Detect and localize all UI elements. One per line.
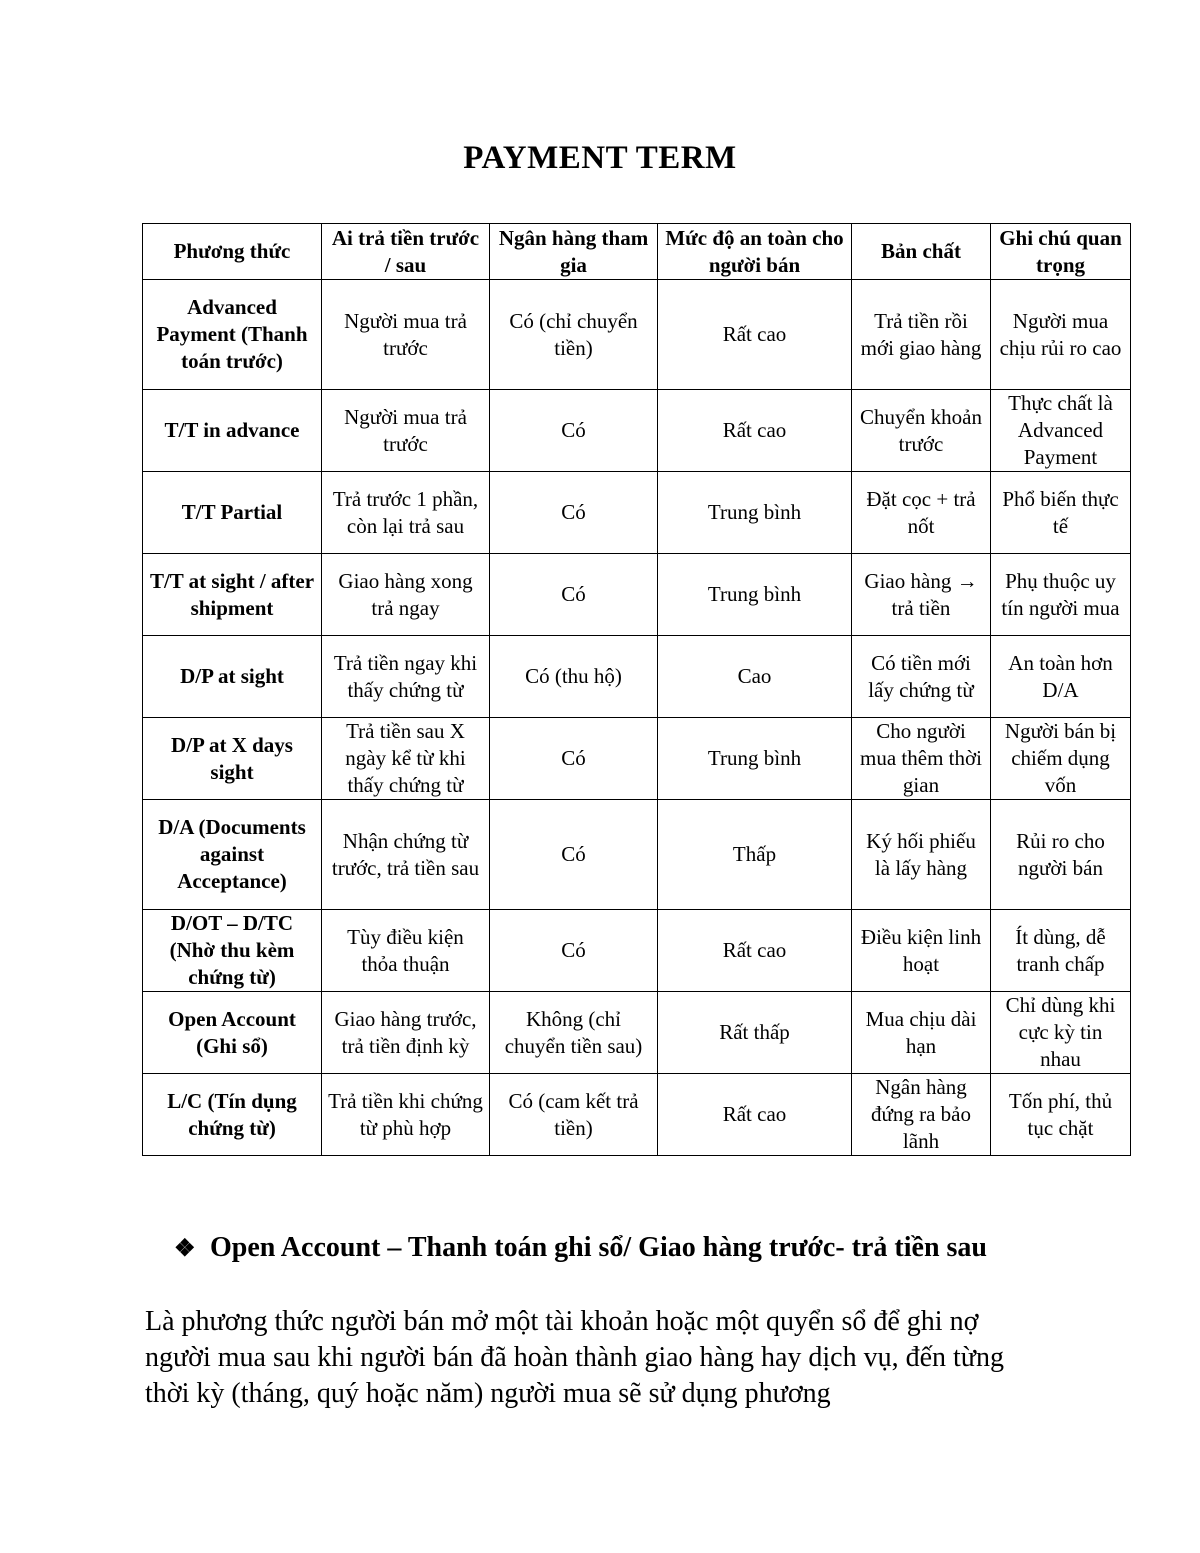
table-cell: T/T in advance — [143, 390, 322, 472]
table-cell: Có — [490, 554, 658, 636]
table-header-row — [143, 224, 1131, 280]
column-header: Ghi chú quan trọng — [991, 224, 1131, 280]
table-cell: Có — [490, 390, 658, 472]
table-cell: Có — [490, 472, 658, 554]
table-cell: Chuyển khoản trước — [852, 390, 991, 472]
table-cell: D/P at X days sight — [143, 718, 322, 800]
table-cell: Rất cao — [658, 910, 852, 992]
table-cell: Rất cao — [658, 280, 852, 390]
section-heading — [174, 1230, 1090, 1267]
table-cell: Người mua trả trước — [322, 390, 490, 472]
payment-terms-table — [142, 223, 1131, 1156]
table-cell: Có — [490, 718, 658, 800]
diamond-bullet-icon: ❖ — [174, 1236, 196, 1262]
table-cell: Điều kiện linh hoạt — [852, 910, 991, 992]
table-row — [143, 992, 1131, 1074]
table-row — [143, 472, 1131, 554]
table-cell: Giao hàng xong trả ngay — [322, 554, 490, 636]
column-header: Bản chất — [852, 224, 991, 280]
table-row — [143, 554, 1131, 636]
table-row — [143, 910, 1131, 992]
table-cell: T/T Partial — [143, 472, 322, 554]
page-title: PAYMENT TERM — [463, 140, 737, 176]
table-cell: T/T at sight / after shipment — [143, 554, 322, 636]
table-cell: Ít dùng, dễ tranh chấp — [991, 910, 1131, 992]
table-row — [143, 390, 1131, 472]
table-cell: Rất cao — [658, 390, 852, 472]
table-cell: Có tiền mới lấy chứng từ — [852, 636, 991, 718]
column-header: Ai trả tiền trước / sau — [322, 224, 490, 280]
body-paragraph: Là phương thức người bán mở một tài khoản hoặc một quyển sổ để ghi nợ người mua sau khi người bán đã hoàn thành giao hàng hay dịch vụ, đến từng thời kỳ (tháng, quý hoặc năm) người mua sẽ sử dụng phương — [145, 1306, 1004, 1409]
table-cell: Phụ thuộc uy tín người mua — [991, 554, 1131, 636]
table-cell: Thực chất là Advanced Payment — [991, 390, 1131, 472]
table-cell: Tốn phí, thủ tục chặt — [991, 1074, 1131, 1156]
table-cell: Mua chịu dài hạn — [852, 992, 991, 1074]
table-cell: Trả tiền khi chứng từ phù hợp — [322, 1074, 490, 1156]
table-cell: Thấp — [658, 800, 852, 910]
table-cell: Giao hàng trước, trả tiền định kỳ — [322, 992, 490, 1074]
column-header: Mức độ an toàn cho người bán — [658, 224, 852, 280]
table-row — [143, 280, 1131, 390]
table-cell: Có (chỉ chuyển tiền) — [490, 280, 658, 390]
table-cell: An toàn hơn D/A — [991, 636, 1131, 718]
table-cell: Nhận chứng từ trước, trả tiền sau — [322, 800, 490, 910]
table-cell: Trả trước 1 phần, còn lại trả sau — [322, 472, 490, 554]
table-cell: Open Account (Ghi sổ) — [143, 992, 322, 1074]
table-cell: Rất thấp — [658, 992, 852, 1074]
table-cell: Chỉ dùng khi cực kỳ tin nhau — [991, 992, 1131, 1074]
table-cell: Cao — [658, 636, 852, 718]
section-heading-text: Open Account – Thanh toán ghi sổ/ Giao hàng trước- trả tiền sau — [210, 1232, 987, 1263]
table-cell: Rủi ro cho người bán — [991, 800, 1131, 910]
table-cell: Trung bình — [658, 718, 852, 800]
table-cell: D/OT – D/TC (Nhờ thu kèm chứng từ) — [143, 910, 322, 992]
table-cell: Ký hối phiếu là lấy hàng — [852, 800, 991, 910]
table-row — [143, 800, 1131, 910]
table-cell: Người bán bị chiếm dụng vốn — [991, 718, 1131, 800]
table-cell: Người mua chịu rủi ro cao — [991, 280, 1131, 390]
table-row — [143, 718, 1131, 800]
table-cell: Trả tiền ngay khi thấy chứng từ — [322, 636, 490, 718]
table-cell: Advanced Payment (Thanh toán trước) — [143, 280, 322, 390]
table-cell: Đặt cọc + trả nốt — [852, 472, 991, 554]
table-cell: Trả tiền sau X ngày kể từ khi thấy chứng từ — [322, 718, 490, 800]
table-cell: D/P at sight — [143, 636, 322, 718]
table-cell: Người mua trả trước — [322, 280, 490, 390]
table-cell: Có — [490, 910, 658, 992]
table-row — [143, 1074, 1131, 1156]
table-cell: L/C (Tín dụng chứng từ) — [143, 1074, 322, 1156]
column-header: Ngân hàng tham gia — [490, 224, 658, 280]
table-cell: Có (cam kết trả tiền) — [490, 1074, 658, 1156]
table-cell: Không (chỉ chuyển tiền sau) — [490, 992, 658, 1074]
table-row — [143, 636, 1131, 718]
table-cell: Trả tiền rồi mới giao hàng — [852, 280, 991, 390]
table-cell: Trung bình — [658, 554, 852, 636]
table-cell: Có — [490, 800, 658, 910]
table-cell: Trung bình — [658, 472, 852, 554]
table-cell: Có (thu hộ) — [490, 636, 658, 718]
table-cell: Ngân hàng đứng ra bảo lãnh — [852, 1074, 991, 1156]
table-cell: D/A (Documents against Acceptance) — [143, 800, 322, 910]
table-cell: Rất cao — [658, 1074, 852, 1156]
table-cell: Phổ biến thực tế — [991, 472, 1131, 554]
column-header: Phương thức — [143, 224, 322, 280]
table-cell: Cho người mua thêm thời gian — [852, 718, 991, 800]
table-cell: Giao hàng → trả tiền — [852, 554, 991, 636]
table-cell: Tùy điều kiện thỏa thuận — [322, 910, 490, 992]
